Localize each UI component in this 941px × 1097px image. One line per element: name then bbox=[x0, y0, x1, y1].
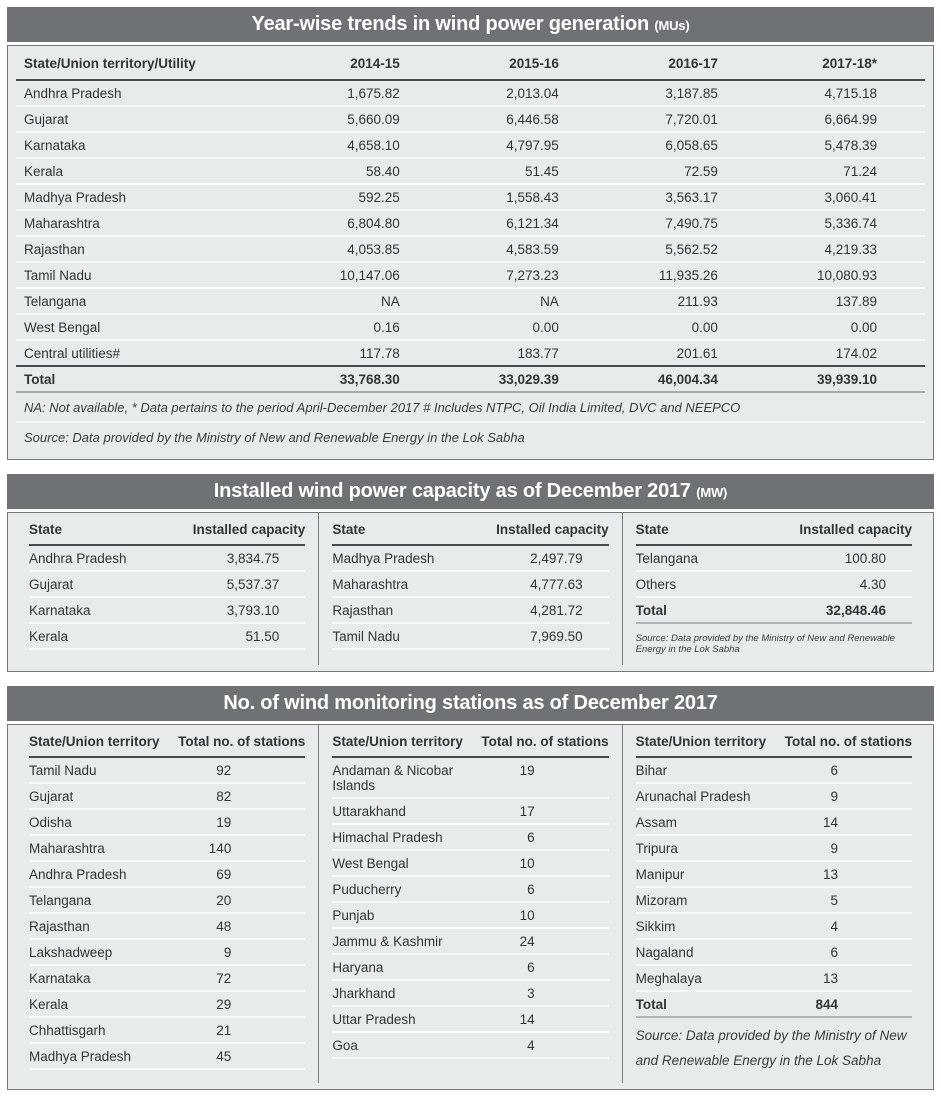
table-row bbox=[16, 132, 925, 158]
generation-trends-section bbox=[7, 7, 934, 460]
territory-cell: Uttar Pradesh bbox=[332, 1012, 416, 1027]
value-cell-2017-18: 71.24 bbox=[766, 158, 925, 184]
state-cell: Kerala bbox=[29, 629, 69, 644]
value-cell-2016-17: 3,563.17 bbox=[607, 184, 766, 210]
value-cell: 4,777.63 bbox=[530, 577, 583, 592]
state-cell: Madhya Pradesh bbox=[16, 184, 289, 210]
source-note: Source: Data provided by the Ministry of New and Renewable Energy in the Lok Sabha bbox=[635, 633, 895, 655]
value-cell: 19 bbox=[216, 815, 232, 830]
total-2017-18: 39,939.10 bbox=[766, 366, 925, 392]
generation-table bbox=[16, 46, 925, 393]
state-header: State bbox=[635, 522, 669, 537]
table-row bbox=[636, 862, 912, 888]
state-cell: Kerala bbox=[16, 158, 289, 184]
table-row bbox=[29, 546, 305, 572]
table-row bbox=[332, 955, 608, 981]
value-cell-2016-17: 6,058.65 bbox=[607, 132, 766, 158]
value-cell: 100.80 bbox=[844, 551, 886, 566]
value-cell-2015-16: 1,558.43 bbox=[448, 184, 607, 210]
value-cell: 9 bbox=[830, 789, 838, 804]
value-cell: 4,281.72 bbox=[530, 603, 583, 618]
table-row bbox=[332, 1033, 608, 1059]
table-row bbox=[16, 314, 925, 340]
territory-cell: Maharashtra bbox=[29, 841, 105, 856]
territory-header: State/Union territory bbox=[635, 734, 767, 749]
table-row bbox=[29, 624, 305, 650]
table-row bbox=[29, 572, 305, 598]
value-cell: 9 bbox=[830, 841, 838, 856]
value-cell: 140 bbox=[208, 841, 232, 856]
value-cell-2017-18: 10,080.93 bbox=[766, 262, 925, 288]
value-cell-2016-17: 7,490.75 bbox=[607, 210, 766, 236]
table-row bbox=[332, 877, 608, 903]
generation-table-footer bbox=[16, 366, 925, 392]
stations-panel bbox=[7, 724, 934, 1090]
territory-cell: Bihar bbox=[635, 763, 668, 778]
value-cell-2014-15: 4,658.10 bbox=[289, 132, 448, 158]
total-2016-17: 46,004.34 bbox=[607, 366, 766, 392]
territory-cell: Assam bbox=[635, 815, 677, 830]
generation-table-body bbox=[16, 80, 925, 366]
table-row bbox=[332, 981, 608, 1007]
value-cell: 72 bbox=[216, 971, 232, 986]
table-row bbox=[332, 851, 608, 877]
total-row bbox=[16, 366, 925, 392]
capacity-rows bbox=[636, 546, 912, 598]
stations-columns bbox=[16, 725, 925, 1083]
table-row bbox=[332, 799, 608, 825]
state-cell: Telangana bbox=[16, 288, 289, 314]
value-cell-2014-15: 1,675.82 bbox=[289, 80, 448, 106]
territory-cell: Meghalaya bbox=[635, 971, 702, 986]
value-cell-2016-17: 211.93 bbox=[607, 288, 766, 314]
table-row bbox=[29, 758, 305, 784]
territory-cell: Arunachal Pradesh bbox=[635, 789, 751, 804]
total-value: 32,848.46 bbox=[825, 603, 886, 618]
state-cell: Rajasthan bbox=[332, 603, 394, 618]
value-cell: 10 bbox=[519, 908, 535, 923]
value-cell-2016-17: 3,187.85 bbox=[607, 80, 766, 106]
value-cell: 6 bbox=[527, 830, 535, 845]
state-cell: Andhra Pradesh bbox=[16, 80, 289, 106]
total-value: 844 bbox=[815, 997, 838, 1012]
table-row bbox=[16, 262, 925, 288]
sub-table-header bbox=[332, 725, 608, 758]
column-header-2015-16: 2015-16 bbox=[448, 46, 607, 80]
table-row bbox=[29, 810, 305, 836]
territory-cell: Jammu & Kashmir bbox=[332, 934, 443, 949]
value-cell: 21 bbox=[216, 1023, 232, 1038]
state-cell: West Bengal bbox=[16, 314, 289, 340]
section-unit: (MUs) bbox=[654, 18, 690, 33]
table-row bbox=[29, 598, 305, 624]
value-cell: 4.30 bbox=[859, 577, 886, 592]
value-cell: 69 bbox=[216, 867, 232, 882]
value-cell-2014-15: 117.78 bbox=[359, 346, 400, 361]
territory-cell: Puducherry bbox=[332, 882, 402, 897]
total-label: Total bbox=[16, 366, 289, 392]
state-cell: Tamil Nadu bbox=[16, 262, 289, 288]
value-cell: 51.50 bbox=[245, 629, 280, 644]
table-row bbox=[16, 158, 925, 184]
territory-cell: Lakshadweep bbox=[29, 945, 113, 960]
table-row bbox=[16, 184, 925, 210]
total-label: Total bbox=[635, 997, 667, 1012]
value-cell: 48 bbox=[216, 919, 232, 934]
territory-cell: Karnataka bbox=[29, 971, 91, 986]
state-cell: Central utilities# bbox=[24, 346, 121, 361]
total-2014-15: 33,768.30 bbox=[289, 366, 448, 392]
table-row bbox=[332, 929, 608, 955]
territory-cell: Gujarat bbox=[29, 789, 74, 804]
table-row bbox=[29, 966, 305, 992]
column-header-2016-17: 2016-17 bbox=[607, 46, 766, 80]
sub-table-header bbox=[29, 513, 305, 546]
value-cell: 14 bbox=[519, 1012, 535, 1027]
value-cell: 24 bbox=[519, 934, 535, 949]
territory-cell: Andhra Pradesh bbox=[29, 867, 127, 882]
sub-table-header bbox=[332, 513, 608, 546]
table-row bbox=[16, 236, 925, 262]
value-cell: 4 bbox=[527, 1038, 535, 1053]
territory-cell: Goa bbox=[332, 1038, 358, 1053]
value-cell: 5 bbox=[830, 893, 838, 908]
table-row bbox=[332, 903, 608, 929]
table-row bbox=[332, 1007, 608, 1033]
total-2015-16: 33,029.39 bbox=[448, 366, 607, 392]
table-row bbox=[16, 288, 925, 314]
territory-cell: Nagaland bbox=[635, 945, 694, 960]
table-row bbox=[16, 340, 925, 366]
value-cell-2014-15: 4,053.85 bbox=[289, 236, 448, 262]
generation-table-header bbox=[16, 46, 925, 80]
value-cell-2017-18: 137.89 bbox=[766, 288, 925, 314]
value-cell-2015-16: 7,273.23 bbox=[448, 262, 607, 288]
state-cell: Tamil Nadu bbox=[332, 629, 400, 644]
value-cell-2017-18: 5,336.74 bbox=[766, 210, 925, 236]
value-cell-2017-18: 0.00 bbox=[766, 314, 925, 340]
stations-header: Total no. of stations bbox=[481, 734, 609, 749]
value-cell-2014-15: NA bbox=[289, 288, 448, 314]
state-header: State bbox=[29, 522, 63, 537]
value-cell: 14 bbox=[822, 815, 838, 830]
section-title: Year-wise trends in wind power generation bbox=[251, 13, 649, 35]
stations-rows bbox=[29, 758, 305, 1070]
capacity-rows bbox=[332, 546, 608, 650]
value-cell-2016-17: 5,562.52 bbox=[607, 236, 766, 262]
total-row bbox=[636, 598, 912, 624]
table-row bbox=[29, 784, 305, 810]
value-cell: 6 bbox=[527, 882, 535, 897]
territory-cell: Madhya Pradesh bbox=[29, 1049, 132, 1064]
value-cell-2014-15: 592.25 bbox=[289, 184, 448, 210]
table-row bbox=[29, 940, 305, 966]
value-cell-2017-18: 5,478.39 bbox=[766, 132, 925, 158]
value-cell: 2,497.79 bbox=[530, 551, 583, 566]
table-row bbox=[332, 572, 608, 598]
table-row bbox=[332, 546, 608, 572]
value-cell-2016-17: 201.61 bbox=[676, 346, 718, 361]
territory-cell: West Bengal bbox=[332, 856, 409, 871]
table-row bbox=[332, 825, 608, 851]
value-cell-2016-17: 7,720.01 bbox=[607, 106, 766, 132]
state-header: State bbox=[332, 522, 366, 537]
source-note: Source: Data provided by the Ministry of New and Renewable Energy in the Lok Sabha bbox=[24, 430, 525, 445]
value-cell-2017-18: 4,715.18 bbox=[766, 80, 925, 106]
value-cell-2015-16: 6,446.58 bbox=[448, 106, 607, 132]
column-header-2014-15: 2014-15 bbox=[289, 46, 448, 80]
stations-rows bbox=[332, 758, 608, 1059]
value-cell-2017-18: 3,060.41 bbox=[766, 184, 925, 210]
value-cell-2014-15: 10,147.06 bbox=[289, 262, 448, 288]
table-row bbox=[636, 888, 912, 914]
value-cell: 13 bbox=[822, 971, 838, 986]
capacity-header: Installed capacity bbox=[192, 522, 306, 537]
value-cell-2015-16: NA bbox=[448, 288, 607, 314]
territory-cell: Telangana bbox=[29, 893, 92, 908]
value-cell-2015-16: 4,583.59 bbox=[448, 236, 607, 262]
value-cell: 5,537.37 bbox=[226, 577, 280, 592]
value-cell: 10 bbox=[519, 856, 535, 871]
territory-cell: Uttarakhand bbox=[332, 804, 406, 819]
column-header-state: State/Union territory/Utility bbox=[16, 46, 289, 80]
table-row bbox=[636, 966, 912, 992]
value-cell: 92 bbox=[216, 763, 232, 778]
territory-header: State/Union territory bbox=[29, 734, 160, 749]
value-cell-2016-17: 72.59 bbox=[607, 158, 766, 184]
capacity-header: Installed capacity bbox=[799, 522, 912, 537]
generation-title-bar bbox=[7, 7, 934, 42]
sub-table-header bbox=[636, 513, 912, 546]
table-row bbox=[332, 758, 608, 799]
table-row bbox=[636, 784, 912, 810]
state-cell: Gujarat bbox=[16, 106, 289, 132]
footnote: NA: Not available, * Data pertains to the period April-December 2017 # Includes NTPC, Oil India Limited, DVC and NEEPCO bbox=[16, 393, 925, 423]
section-title: Installed wind power capacity as of December 2017 bbox=[213, 480, 691, 502]
table-row bbox=[636, 914, 912, 940]
value-cell-2015-16: 183.77 bbox=[517, 346, 559, 361]
stations-column-1 bbox=[16, 725, 318, 1083]
sub-table-header bbox=[636, 725, 912, 758]
capacity-column-3 bbox=[622, 513, 925, 665]
territory-cell: Odisha bbox=[29, 815, 72, 830]
value-cell: 6 bbox=[527, 960, 535, 975]
capacity-columns bbox=[16, 513, 925, 665]
table-row bbox=[29, 1018, 305, 1044]
table-row bbox=[29, 914, 305, 940]
value-cell: 6 bbox=[830, 763, 838, 778]
value-cell: 82 bbox=[216, 789, 232, 804]
value-cell-2015-16: 6,121.34 bbox=[448, 210, 607, 236]
table-row bbox=[636, 940, 912, 966]
territory-cell: Andaman & Nicobar Islands bbox=[332, 763, 454, 793]
table-row bbox=[16, 106, 925, 132]
territory-cell: Jharkhand bbox=[332, 986, 396, 1001]
table-row bbox=[16, 210, 925, 236]
value-cell-2017-18: 6,664.99 bbox=[766, 106, 925, 132]
territory-cell: Sikkim bbox=[635, 919, 676, 934]
territory-cell: Tamil Nadu bbox=[29, 763, 97, 778]
territory-cell: Mizoram bbox=[635, 893, 688, 908]
state-cell: Karnataka bbox=[29, 603, 91, 618]
value-cell: 6 bbox=[830, 945, 838, 960]
territory-cell: Himachal Pradesh bbox=[332, 830, 443, 845]
stations-rows bbox=[636, 758, 912, 992]
column-header-2017-18: 2017-18* bbox=[766, 46, 925, 80]
state-cell: Others bbox=[635, 577, 677, 592]
table-row bbox=[16, 80, 925, 106]
capacity-rows bbox=[29, 546, 305, 650]
value-cell-2017-18: 174.02 bbox=[835, 346, 877, 361]
value-cell: 19 bbox=[519, 763, 535, 778]
territory-header: State/Union territory bbox=[332, 734, 463, 749]
value-cell-2016-17: 11,935.26 bbox=[607, 262, 766, 288]
stations-title-bar bbox=[7, 686, 934, 721]
value-cell-2014-15: 6,804.80 bbox=[289, 210, 448, 236]
state-cell: Rajasthan bbox=[16, 236, 289, 262]
generation-panel bbox=[7, 45, 934, 460]
value-cell-2015-16: 4,797.95 bbox=[448, 132, 607, 158]
territory-cell: Rajasthan bbox=[29, 919, 90, 934]
state-cell: Karnataka bbox=[16, 132, 289, 158]
table-row bbox=[332, 624, 608, 650]
section-unit: (MW) bbox=[696, 485, 728, 500]
territory-cell: Chhattisgarh bbox=[29, 1023, 106, 1038]
table-row bbox=[636, 836, 912, 862]
section-title: No. of wind monitoring stations as of December 2017 bbox=[223, 692, 718, 714]
capacity-column-1 bbox=[16, 513, 318, 665]
territory-cell: Punjab bbox=[332, 908, 375, 923]
capacity-header: Installed capacity bbox=[496, 522, 609, 537]
value-cell-2014-15: 58.40 bbox=[289, 158, 448, 184]
total-row bbox=[636, 992, 912, 1018]
capacity-column-2 bbox=[318, 513, 621, 665]
table-row bbox=[636, 758, 912, 784]
value-cell-2014-15: 5,660.09 bbox=[289, 106, 448, 132]
installed-capacity-section bbox=[7, 474, 934, 672]
value-cell-2016-17: 0.00 bbox=[607, 314, 766, 340]
value-cell: 17 bbox=[519, 804, 535, 819]
stations-header: Total no. of stations bbox=[178, 734, 306, 749]
value-cell: 3,793.10 bbox=[226, 603, 280, 618]
value-cell: 7,969.50 bbox=[530, 629, 583, 644]
value-cell: 3,834.75 bbox=[226, 551, 280, 566]
state-cell: Maharashtra bbox=[16, 210, 289, 236]
table-row bbox=[29, 862, 305, 888]
state-cell: Maharashtra bbox=[332, 577, 409, 592]
table-row bbox=[332, 598, 608, 624]
sub-table-header bbox=[29, 725, 305, 758]
state-cell: Gujarat bbox=[29, 577, 74, 592]
table-row bbox=[636, 810, 912, 836]
table-row bbox=[29, 836, 305, 862]
value-cell: 3 bbox=[527, 986, 535, 1001]
value-cell: 29 bbox=[216, 997, 232, 1012]
value-cell: 9 bbox=[223, 945, 232, 960]
value-cell: 13 bbox=[822, 867, 838, 882]
value-cell-2015-16: 51.45 bbox=[448, 158, 607, 184]
value-cell: 20 bbox=[216, 893, 232, 908]
state-cell: Madhya Pradesh bbox=[332, 551, 435, 566]
value-cell-2015-16: 0.00 bbox=[448, 314, 607, 340]
stations-header: Total no. of stations bbox=[784, 734, 912, 749]
territory-cell: Haryana bbox=[332, 960, 384, 975]
table-row bbox=[29, 888, 305, 914]
value-cell: 4 bbox=[830, 919, 838, 934]
value-cell-2015-16: 2,013.04 bbox=[448, 80, 607, 106]
capacity-title-bar bbox=[7, 474, 934, 509]
table-row bbox=[29, 1044, 305, 1070]
territory-cell: Kerala bbox=[29, 997, 69, 1012]
monitoring-stations-section bbox=[7, 686, 934, 1090]
total-label: Total bbox=[635, 603, 667, 618]
capacity-panel bbox=[7, 512, 934, 672]
territory-cell: Tripura bbox=[635, 841, 678, 856]
territory-cell: Manipur bbox=[635, 867, 685, 882]
table-row bbox=[29, 992, 305, 1018]
value-cell-2017-18: 4,219.33 bbox=[766, 236, 925, 262]
table-row bbox=[636, 572, 912, 598]
state-cell: Telangana bbox=[635, 551, 698, 566]
table-row bbox=[636, 546, 912, 572]
stations-column-3 bbox=[622, 725, 925, 1083]
source-note: Source: Data provided by the Ministry of New and Renewable Energy in the Lok Sabha bbox=[635, 1028, 907, 1068]
state-cell: Andhra Pradesh bbox=[29, 551, 127, 566]
value-cell: 45 bbox=[216, 1049, 232, 1064]
stations-column-2 bbox=[318, 725, 621, 1083]
value-cell-2014-15: 0.16 bbox=[289, 314, 448, 340]
